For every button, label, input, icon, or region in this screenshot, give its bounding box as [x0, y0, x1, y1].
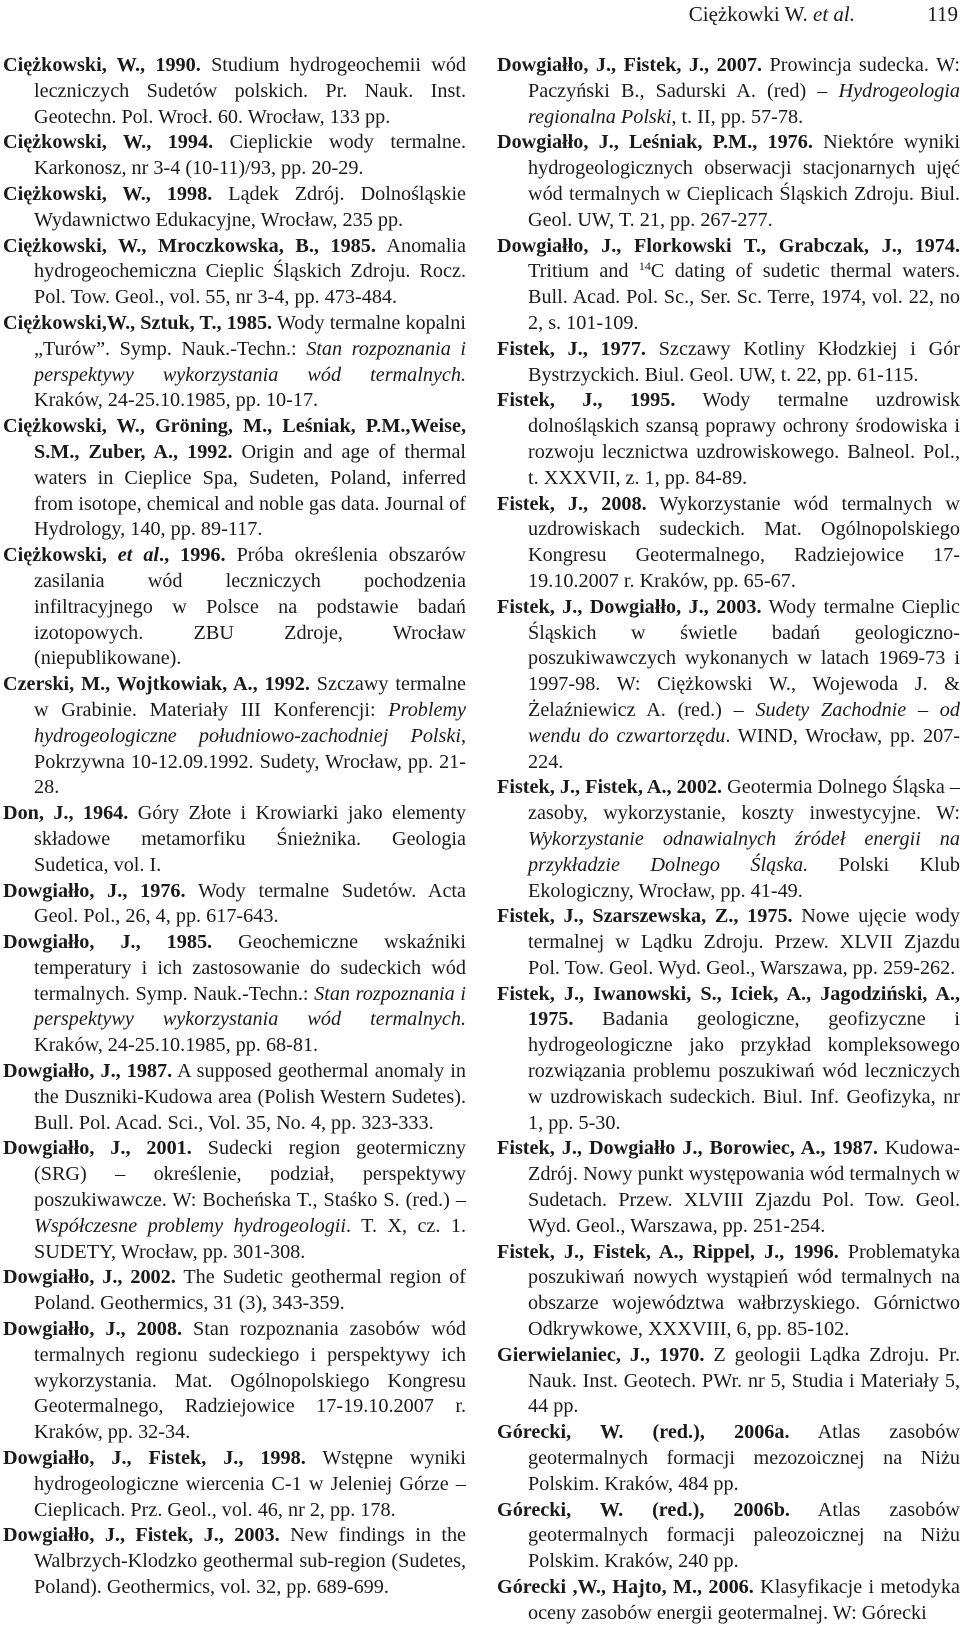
- reference-title-italic: Współczesne problemy hydrogeologii: [34, 1214, 347, 1237]
- reference-text: Sudecki region geotermiczny (SRG) – określenie, podział, perspektywy poszukiwawcze. W: Bocheńska T., Staśko S. (red.) –: [34, 1137, 467, 1212]
- references-right-column: [497, 53, 960, 1627]
- reference-text: Wykorzystanie wód termalnych w uzdrowiskach sudeckich. Mat. Ogólnopolskiego Kongresu Geotermalnego, Radziejowice 17-19.10.2007 r. Kraków, pp. 65-67.: [528, 492, 960, 592]
- reference-authors: Fistek, J., 1977.: [497, 337, 646, 360]
- reference-text: Klasyfikacje i metodyka oceny zasobów energii geotermalnej. W: Górecki: [528, 1576, 960, 1624]
- reference-text: Szczawy Kotliny Kłodzkiej i Gór Bystrzyckich. Biul. Geol. UW, t. 22, pp. 61-115.: [528, 337, 960, 386]
- reference-text: New findings in the Walbrzych-Klodzko geothermal sub-region (Sudetes, Poland). Geothermics, vol. 32, pp. 689-699.: [34, 1524, 466, 1599]
- superscript: 14: [638, 259, 651, 274]
- reference-text: Wody termalne Cieplic Śląskich w świetle badań geologiczno-poszukiwawczych wykonanych w latach 1969-73 i 1997-98. W: Ciężkowski W., Wojewoda J. & Żelaźniewicz A. (red.) –: [528, 595, 960, 721]
- reference-entry: [497, 492, 960, 595]
- reference-title-italic: Stan rozpoznania i perspektywy wykorzystania wód termalnych.: [34, 982, 466, 1031]
- reference-authors: Czerski, M., Wojtkowiak, A., 1992.: [3, 673, 310, 696]
- reference-text: A supposed geothermal anomaly in the Duszniki-Kudowa area (Polish Western Sudetes). Bull. Pol. Acad. Sci., Vol. 35, No. 4, pp. 323-333.: [34, 1060, 467, 1134]
- reference-text: Wstępne wyniki hydrogeologiczne wiercenia C-1 w Jeleniej Górze – Cieplicach. Prz. Geol., vol. 46, nr 2, pp. 178.: [34, 1447, 466, 1521]
- running-title-etal: et al.: [813, 2, 855, 26]
- reference-authors: Ciężkowski,: [3, 544, 118, 567]
- reference-entry: [3, 930, 466, 1059]
- reference-authors: Fistek, J., Fistek, A., 2002.: [497, 776, 723, 799]
- reference-entry: [3, 879, 466, 931]
- reference-entry: [3, 234, 466, 311]
- reference-authors: Fistek, J., Dowgiałło, J., 2003.: [497, 595, 762, 618]
- reference-entry: [3, 182, 466, 234]
- reference-entry: [3, 130, 466, 182]
- reference-entry: [3, 311, 466, 414]
- reference-entry: [497, 234, 960, 337]
- reference-text: Stan rozpoznania zasobów wód termalnych regionu sudeckiego i perspektywy ich wykorzystania. Mat. Ogólnopolskiego Kongresu Geotermalnego, Radziejowice 17-19.10.2007 r. Kraków, pp. 32-34.: [34, 1318, 466, 1444]
- reference-authors: Ciężkowski, W., 1998.: [3, 182, 213, 205]
- running-title-authors: Ciężkowki W.: [688, 2, 813, 26]
- reference-entry: [497, 595, 960, 776]
- reference-text: The Sudetic geothermal region of Poland. Geothermics, 31 (3), 343-359.: [34, 1266, 466, 1315]
- reference-authors: Ciężkowski, W., Mroczkowska, B., 1985.: [3, 234, 376, 257]
- reference-text: Kraków, 24-25.10.1985, pp. 68-81.: [34, 1034, 319, 1057]
- reference-entry: [3, 1317, 466, 1446]
- reference-text: Atlas zasobów geotermalnych formacji paleozoicznej na Niżu Polskim. Kraków, 240 pp.: [528, 1498, 960, 1573]
- reference-authors: Dowgiałło, J., 1976.: [3, 879, 186, 902]
- reference-entry: [497, 775, 960, 904]
- reference-entry: [3, 801, 466, 878]
- reference-authors: Dowgiałło, J., 2001.: [3, 1137, 192, 1160]
- reference-title-italic: Problemy hydrogeologiczne południowo-zachodniej Polski: [34, 698, 466, 747]
- reference-text: Prowincja sudecka. W: Paczyński B., Sadurski A. (red) –: [528, 54, 960, 102]
- reference-text: Wody termalne Sudetów. Acta Geol. Pol., 26, 4, pp. 617-643.: [34, 879, 466, 928]
- reference-authors: Dowgiałło, J., 1987.: [3, 1060, 173, 1083]
- reference-entry: [497, 53, 960, 130]
- reference-entry: [497, 1575, 960, 1627]
- references-left-column: [3, 53, 466, 1601]
- reference-text: , t. II, pp. 57-78.: [671, 105, 804, 128]
- reference-entry: [497, 130, 960, 233]
- reference-authors: Dowgiałło, J., Florkowski T., Grabczak, J., 1974.: [497, 234, 960, 257]
- reference-authors: Dowgiałło, J., Fistek, J., 1998.: [3, 1447, 306, 1470]
- reference-text: Nowe ujęcie wody termalnej w Lądku Zdroju. Przew. XLVII Zjazdu Pol. Tow. Geol. Wyd. Geol., Warszawa, pp. 259-262.: [528, 905, 960, 979]
- reference-entry: [497, 337, 960, 389]
- reference-text: Polski Klub Ekologiczny, Wrocław, pp. 41-49.: [528, 853, 960, 902]
- reference-title-italic: Stan rozpoznania i perspektywy wykorzystania wód termalnych.: [34, 337, 466, 386]
- reference-authors: Fistek, J., Iwanowski, S., Iciek, A., Jagodziński, A., 1975.: [497, 982, 960, 1031]
- reference-entry: [497, 1498, 960, 1575]
- reference-authors: et al: [117, 544, 160, 567]
- reference-text: Lądek Zdrój. Dolnośląskie Wydawnictwo Edukacyjne, Wrocław, 235 pp.: [34, 182, 467, 231]
- reference-entry: [3, 414, 466, 543]
- reference-text: Kraków, 24-25.10.1985, pp. 10-17.: [34, 389, 319, 412]
- reference-entry: [497, 982, 960, 1137]
- reference-authors: Dowgiałło, J., 2008.: [3, 1318, 183, 1341]
- reference-authors: Górecki ,W., Hajto, M., 2006.: [497, 1576, 754, 1599]
- reference-text: C dating of sudetic thermal waters. Bull. Acad. Pol. Sc., Ser. Sc. Terre, 1974, vol. 22, no 2, s. 101-109.: [528, 260, 960, 334]
- reference-authors: Gierwielaniec, J., 1970.: [497, 1343, 705, 1366]
- reference-authors: Fistek, J., Szarszewska, Z., 1975.: [497, 905, 793, 928]
- reference-text: Szczawy termalne w Grabinie. Materiały III Konferencji:: [34, 673, 467, 721]
- reference-authors: Ciężkowski, W., Gröning, M., Leśniak, P.M.,Weise, S.M., Zuber, A., 1992.: [3, 415, 466, 463]
- reference-authors: Fistek, J., 1995.: [497, 389, 676, 412]
- reference-text: Geochemiczne wskaźniki temperatury i ich zastosowanie do sudeckich wód termalnych. Symp. Nauk.-Techn.:: [34, 931, 466, 1005]
- reference-title-italic: Sudety Zachodnie – od wendu do czwartorzędu: [528, 698, 960, 747]
- reference-title-italic: Wykorzystanie odnawialnych źródeł energii na przykładzie Dolnego Śląska.: [528, 827, 960, 876]
- reference-entry: [3, 1446, 466, 1523]
- page-header: [0, 0, 960, 40]
- reference-text: Wody termalne uzdrowisk dolnośląskich szansą poprawy ochrony środowiska i rozwoju lecznictwa uzdrowiskowego. Balneol. Pol., t. XXXVII, z. 1, pp. 84-89.: [528, 389, 960, 489]
- reference-text: Atlas zasobów geotermalnych formacji mezozoicznej na Niżu Polskim. Kraków, 484 pp.: [528, 1421, 960, 1495]
- reference-entry: [497, 904, 960, 981]
- reference-text: Studium hydrogeochemii wód leczniczych Sudetów polskich. Pr. Nauk. Inst. Geotechn. Pol. Wrocł. 60. Wrocław, 133 pp.: [34, 54, 467, 128]
- reference-text: Z geologii Lądka Zdroju. Pr. Nauk. Inst. Geotech. PWr. nr 5, Studia i Materiały 5, 44 pp.: [528, 1343, 960, 1418]
- reference-text: . T. X, cz. 1. SUDETY, Wrocław, pp. 301-308.: [34, 1214, 466, 1263]
- reference-entry: [3, 543, 466, 672]
- reference-text: Góry Złote i Krowiarki jako elementy składowe metamorfiku Śnieżnika. Geologia Sudetica, vol. I.: [34, 802, 466, 876]
- reference-text: Anomalia hydrogeochemiczna Cieplic Śląskich Zdroju. Rocz. Pol. Tow. Geol., vol. 55, nr 3-4, pp. 473-484.: [34, 234, 466, 309]
- reference-authors: Górecki, W. (red.), 2006a.: [497, 1421, 790, 1444]
- reference-authors: Dowgiałło, J., 2002.: [3, 1266, 176, 1289]
- reference-text: Origin and age of thermal waters in Cieplice Spa, Sudeten, Poland, inferred from isotope, chemical and noble gas data. Journal of Hydrology, 140, pp. 89-117.: [34, 440, 467, 541]
- reference-entry: [3, 53, 466, 130]
- reference-authors: Fistek, J., 2008.: [497, 492, 647, 515]
- reference-authors: Don, J., 1964.: [3, 802, 129, 825]
- reference-entry: [497, 1240, 960, 1343]
- reference-authors: Ciężkowski, W., 1994.: [3, 131, 214, 154]
- reference-entry: [497, 1343, 960, 1420]
- reference-entry: [3, 1136, 466, 1265]
- reference-authors: Dowgiałło, J., Fistek, J., 2007.: [497, 54, 762, 76]
- reference-text: Badania geologiczne, geofizyczne i hydrogeologiczne jako przykład kompleksowego rozwiązania problemu poszukiwań wód leczniczych w uzdrowiskach sudeckich. Biul. Inf. Geofizyka, nr 1, pp. 5-30.: [528, 1008, 960, 1134]
- reference-authors: Ciężkowski,W., Sztuk, T., 1985.: [3, 311, 273, 334]
- reference-entry: [497, 1420, 960, 1497]
- reference-text: . WIND, Wrocław, pp. 207-224.: [528, 724, 960, 773]
- reference-authors: Dowgiałło, J., Fistek, J., 2003.: [3, 1524, 280, 1547]
- reference-entry: [3, 1059, 466, 1136]
- reference-text: Niektóre wyniki hydrogeologicznych obserwacji stacjonarnych ujęć wód termalnych w Cieplicach Śląskich Zdroju. Biul. Geol. UW, T. 21, pp. 267-277.: [528, 131, 960, 231]
- reference-text: Wody termalne kopalni „Turów”. Symp. Nauk.-Techn.:: [34, 311, 466, 360]
- reference-text: Geotermia Dolnego Śląska – zasoby, wykorzystanie, koszty inwestycyjne. W:: [528, 776, 960, 825]
- reference-entry: [3, 672, 466, 801]
- reference-text: Problematyka poszukiwań nowych wystąpień wód termalnych na obszarze województwa wałbrzyskiego. Górnictwo Odkrywkowe, XXXVIII, 6, pp. 85-102.: [528, 1240, 960, 1341]
- running-title: [689, 2, 855, 27]
- reference-title-italic: Hydrogeologia regionalna Polski: [528, 79, 960, 128]
- reference-text: Cieplickie wody termalne. Karkonosz, nr 3-4 (10-11)/93, pp. 20-29.: [34, 131, 466, 180]
- reference-authors: Ciężkowski, W., 1990.: [3, 54, 201, 76]
- reference-authors: ., 1996.: [159, 544, 226, 567]
- reference-text: Kudowa-Zdrój. Nowy punkt występowania wód termalnych w Sudetach. Przew. XLVIII Zjazdu Pol. Tow. Geol. Wyd. Geol., Warszawa, pp. 251-254.: [528, 1137, 960, 1237]
- page-number: 119: [927, 2, 958, 26]
- reference-authors: Fistek, J., Fistek, A., Rippel, J., 1996.: [497, 1240, 839, 1263]
- reference-entry: [497, 1136, 960, 1239]
- reference-authors: Dowgiałło, J., 1985.: [3, 931, 213, 954]
- reference-entry: [3, 1265, 466, 1317]
- reference-authors: Górecki, W. (red.), 2006b.: [497, 1498, 790, 1521]
- reference-entry: [3, 1523, 466, 1600]
- reference-entry: [497, 388, 960, 491]
- reference-text: , Pokrzywna 10-12.09.1992. Sudety, Wrocław, pp. 21-28.: [34, 724, 466, 799]
- reference-authors: Fistek, J., Dowgiałło J., Borowiec, A., 1987.: [497, 1137, 878, 1160]
- reference-text: Próba określenia obszarów zasilania wód leczniczych pochodzenia infiltracyjnego w Polsce na podstawie badań izotopowych. ZBU Zdroje, Wrocław (niepublikowane).: [34, 544, 467, 670]
- reference-text: Tritium and: [528, 260, 639, 283]
- reference-authors: Dowgiałło, J., Leśniak, P.M., 1976.: [497, 131, 813, 154]
